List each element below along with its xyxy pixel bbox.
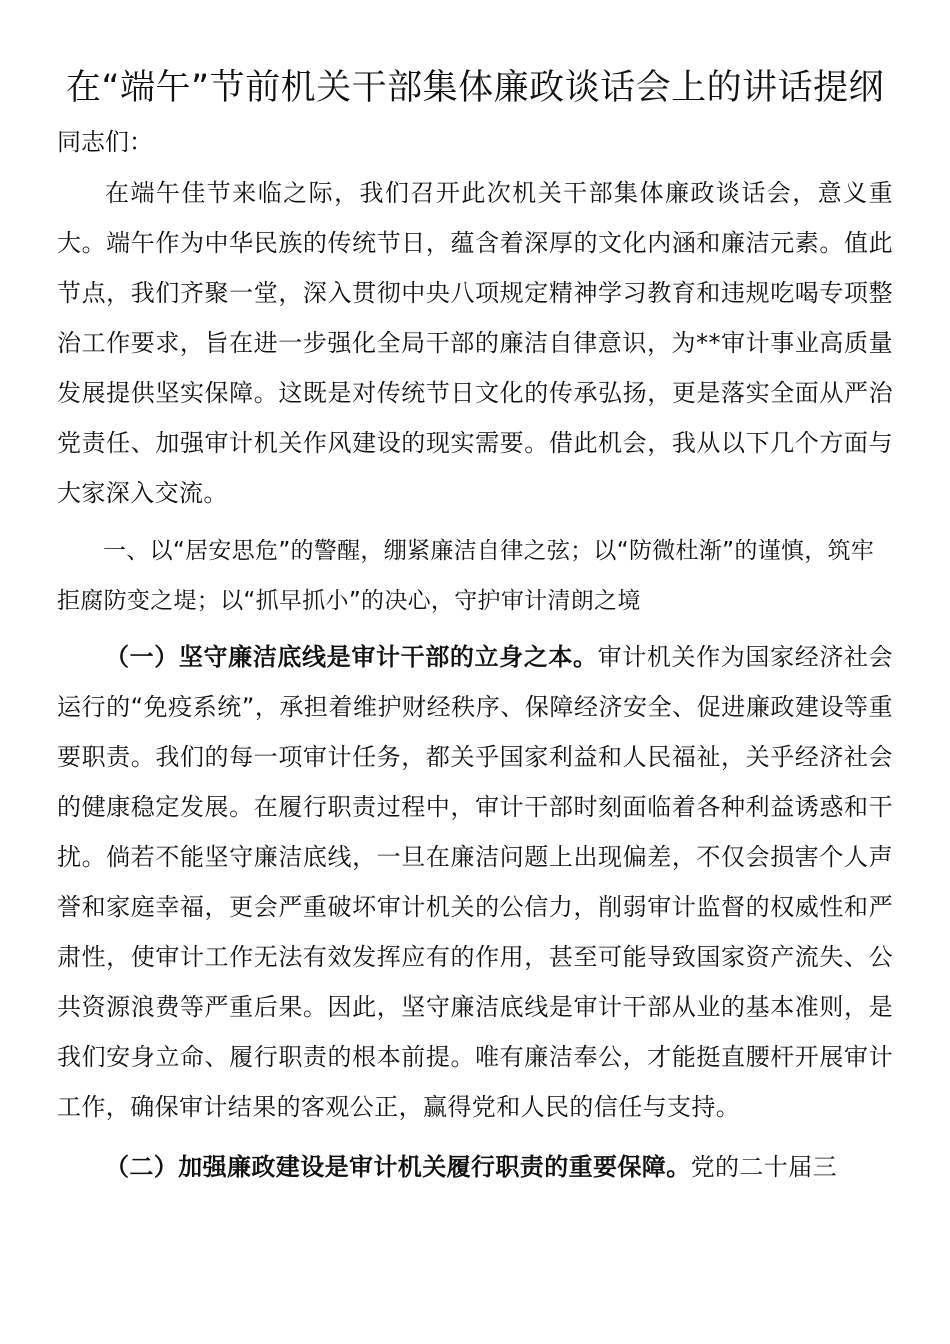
subsection-2-text: 党的二十届三 [690,1153,838,1181]
subsection-2-paragraph [57,1142,893,1192]
subsection-2-heading: （二）加强廉政建设是审计机关履行职责的重要保障。 [105,1153,691,1181]
subsection-1-heading: （一）坚守廉洁底线是审计干部的立身之本。 [105,643,598,671]
salutation: 同志们： [57,128,153,156]
intro-paragraph: 在端午佳节来临之际，我们召开此次机关干部集体廉政谈话会，意义重大。端午作为中华民族的传统节日，蕴含着深厚的文化内涵和廉洁元素。值此节点，我们齐聚一堂，深入贯彻中央八项规定精神学习教育和违规吃喝专项整治工作要求，旨在进一步强化全局干部的廉洁自律意识，为**审计事业高质量发展提供坚实保障。这既是对传统节日文化的传承弘扬，更是落实全面从严治党责任、加强审计机关作风建设的现实需要。借此机会，我从以下几个方面与大家深入交流。 [57,179,893,507]
subsection-1-text: 审计机关作为国家经济社会运行的“免疫系统”，承担着维护财经秩序、保障经济安全、促进廉政建设等重要职责。我们的每一项审计任务，都关乎国家利益和人民福祉，关乎经济社会的健康稳定发展。在履行职责过程中，审计干部时刻面临着各种利益诱惑和干扰。倘若不能坚守廉洁底线，一旦在廉洁问题上出现偏差，不仅会损害个人声誉和家庭幸福，更会严重破坏审计机关的公信力，削弱审计监督的权威性和严肃性，使审计工作无法有效发挥应有的作用，甚至可能导致国家资产流失、公共资源浪费等严重后果。因此，坚守廉洁底线是审计干部从业的基本准则，是我们安身立命、履行职责的根本前提。唯有廉洁奉公，才能挺直腰杆开展审计工作，确保审计结果的客观公正，赢得党和人民的信任与支持。 [57,643,893,1121]
subsection-1-paragraph [57,632,893,1132]
document-page [57,60,893,1192]
document-title: 在“端午”节前机关干部集体廉政谈话会上的讲话提纲 [65,68,885,108]
section-1-heading: 一、以“居安思危”的警醒，绷紧廉洁自律之弦；以“防微杜渐”的谨慎，筑牢拒腐防变之堤；以“抓早抓小”的决心，守护审计清朗之境 [57,538,875,614]
